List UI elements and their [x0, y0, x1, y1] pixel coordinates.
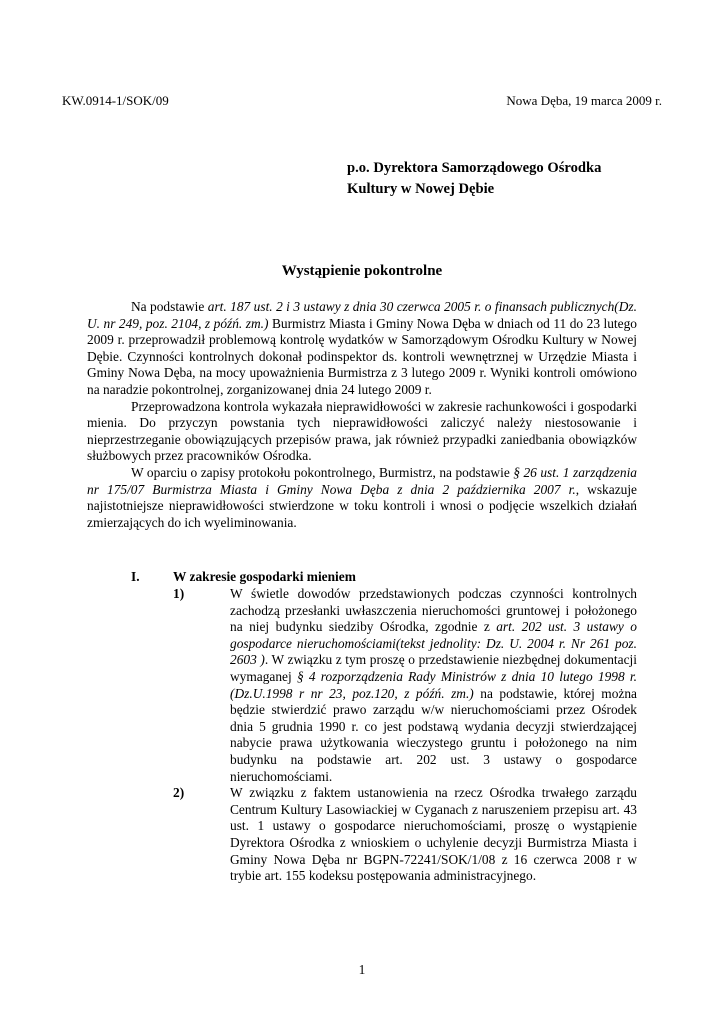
paragraph-1-legal-reference: art. 187 ust. 2 i 3 ustawy z dnia 30 czerwca 2005 r. o finansach publicznych(Dz. U. nr 249, poz. 2104, z późń. zm.): [87, 299, 637, 331]
list-item-number: 1): [173, 586, 185, 601]
paragraph-1-text-b: Burmistrz Miasta i Gminy Nowa Dęba w dniach od 11 do 23 lutego 2009 r. przeprowadził problemową kontrolę wydatków w Samorządowym Ośrodku Kultury w Nowej Dębie. Czynności kontrolnych dokonał podinspektor ds. kontroli wewnętrznej w Urzędzie Miasta i Gminy Nowa Dęba, na mocy upoważnienia Burmistrza z 3 lutego 2009 r. Wyniki kontroli omówiono na naradzie pokontrolnej, zorganizowanej dnia 24 lutego 2009 r.: [87, 315, 637, 397]
document-title: Wystąpienie pokontrolne: [281, 263, 443, 279]
reference-number: KW.0914-1/SOK/09: [62, 93, 169, 108]
addressee-line-1: p.o. Dyrektora Samorządowego Ośrodka: [347, 160, 602, 176]
paragraph-3-text-a: W oparciu o zapisy protokołu pokontrolnego, Burmistrz, na podstawie: [131, 464, 514, 480]
section-title: W zakresie gospodarki mieniem: [173, 569, 356, 584]
list-item-number: 2): [173, 785, 185, 801]
paragraph-1: [87, 299, 637, 399]
page-number: 1: [358, 962, 366, 977]
paragraph-2: Przeprowadzona kontrola wykazała nieprawidłowości w zakresie rachunkowości i gospodarki mienia. Do przyczyn powstania tych nieprawidłowości zaliczyć należy niestosowanie i nieprzestrzeganie obowiązujących przepisów prawa, jak również przypadki zaniedbania obowiązków służbowych przez pracowników Ośrodka.: [87, 398, 637, 464]
item-1-legal-reference-a: art. 202 ust. 3 ustawy o gospodarce nieruchomościami(tekst jednolity: Dz. U. 2004 r. Nr 261 poz. 2603 ): [230, 619, 637, 668]
list-item-text: [230, 586, 637, 785]
document-body: [87, 299, 637, 531]
section-property-management: [87, 569, 637, 885]
item-1-text-c: na podstawie, której można będzie stwierdzić prawo zarządu w/w nieruchomościami przez Ośrodek dnia 5 grudnia 1990 r. co jest podstawą wydania decyzji stwierdzającej nabycie prawa użytkowania wieczystego gruntu i położonego na nim budynku na podstawie art. 202 ust. 3 ustawy o gospodarce nieruchomościami.: [230, 685, 637, 784]
paragraph-3-text-b: , wskazuje najistotniejsze nieprawidłowości stwierdzone w toku kontroli i wnosi o podjęcie wszelkich działań zmierzających do ich wyeliminowania.: [87, 481, 637, 530]
list-item: [87, 586, 637, 785]
addressee: [347, 158, 601, 200]
list-item: [87, 785, 637, 885]
paragraph-1-text-a: Na podstawie: [131, 299, 208, 314]
item-1-legal-reference-b: § 4 rozporządzenia Rady Ministrów z dnia 10 lutego 1998 r.(Dz.U.1998 r nr 23, poz.120, z późń. zm.): [230, 668, 637, 701]
section-number: I.: [131, 569, 140, 584]
addressee-line-2: Kultury w Nowej Dębie: [347, 181, 495, 197]
section-heading: [87, 569, 637, 586]
list-item-text: W związku z faktem ustanowienia na rzecz Ośrodka trwałego zarządu Centrum Kultury Lasowiackiej w Cyganach z naruszeniem przepisu art. 43 ust. 1 ustawy o gospodarce nieruchomościami, proszę o wystąpienie Dyrektora Ośrodka z wnioskiem o uchylenie decyzji Burmistrza Miasta i Gminy Nowa Dęba nr BGPN-72241/SOK/1/08 z 16 czerwca 2008 r w trybie art. 155 kodeksu postępowania administracyjnego.: [230, 785, 637, 884]
item-1-text-a: W świetle dowodów przedstawionych podczas czynności kontrolnych zachodzą przesłanki uwłaszczenia nieruchomości gruntowej i położonego na niej budynku siedziby Ośrodka, zgodnie z: [230, 586, 637, 635]
paragraph-3: [87, 465, 637, 531]
item-1-text-b: . W związku z tym proszę o przedstawienie niezbędnej dokumentacji wymaganej: [230, 652, 637, 684]
paragraph-3-legal-reference: § 26 ust. 1 zarządzenia nr 175/07 Burmistrza Miasta i Gminy Nowa Dęba z dnia 2 października 2007 r.: [87, 464, 637, 497]
place-and-date: Nowa Dęba, 19 marca 2009 r.: [506, 93, 662, 108]
